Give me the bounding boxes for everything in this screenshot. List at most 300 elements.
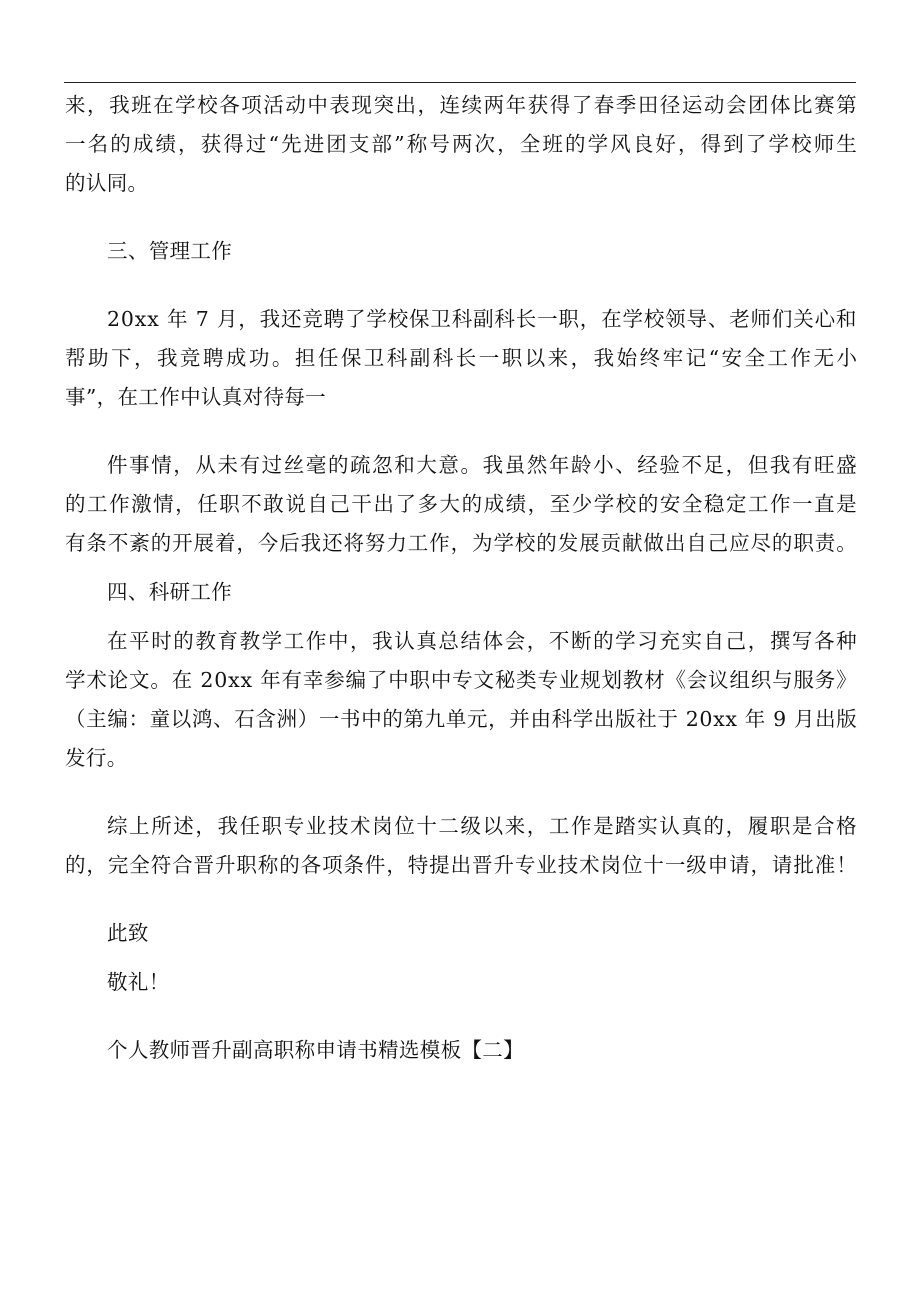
text-glyph: 请 xyxy=(729,853,750,877)
text-glyph: x xyxy=(228,668,240,692)
text-glyph: 全 xyxy=(744,346,766,370)
text-glyph: 业 xyxy=(536,853,557,877)
text-glyph: 的 xyxy=(536,531,557,555)
text-glyph: 支 xyxy=(348,132,370,156)
text-glyph: 《 xyxy=(665,668,686,692)
text-glyph: 年 xyxy=(166,307,188,331)
text-glyph: 了 xyxy=(345,307,366,331)
text-glyph: 校 xyxy=(791,132,812,156)
text-glyph: 丝 xyxy=(283,453,305,477)
text-glyph: 专 xyxy=(514,853,536,877)
text-glyph: 职 xyxy=(793,531,814,555)
text-glyph: 件 xyxy=(364,853,386,877)
section-heading-management: 三、管理工作 xyxy=(107,239,233,263)
text-glyph: 我 xyxy=(109,93,130,117)
section-heading-research: 四、科研工作 xyxy=(107,580,233,604)
text-glyph: 己 xyxy=(329,492,350,516)
text-glyph: 导 xyxy=(686,307,708,331)
text-glyph: 十 xyxy=(643,853,664,877)
text-glyph: 多 xyxy=(417,492,438,516)
text-glyph: 充 xyxy=(659,629,680,653)
text-glyph: 风 xyxy=(610,132,631,156)
text-glyph: 验 xyxy=(659,453,680,477)
text-glyph: 技 xyxy=(327,814,349,838)
text-glyph: 班 xyxy=(542,132,563,156)
text-glyph: 还 xyxy=(322,531,343,555)
text-glyph: 总 xyxy=(438,629,459,653)
text-glyph: ， xyxy=(178,132,199,156)
text-glyph: 断 xyxy=(570,629,592,653)
text-glyph: 并 xyxy=(509,707,530,731)
text-glyph: 作 xyxy=(570,814,592,838)
text-glyph: 旺 xyxy=(814,453,835,477)
text-glyph: ， xyxy=(527,492,549,516)
text-glyph: 后 xyxy=(279,531,300,555)
text-glyph: 突 xyxy=(373,93,394,117)
text-glyph: 晋 xyxy=(193,853,215,877)
text-glyph: 含 xyxy=(255,707,276,731)
text-glyph: 称 xyxy=(257,853,279,877)
text-glyph: 提 xyxy=(429,853,450,877)
text-glyph: 校 xyxy=(197,93,218,117)
text-glyph: 一 xyxy=(478,346,500,370)
text-glyph: 从 xyxy=(195,453,216,477)
text-glyph: 大 xyxy=(416,453,437,477)
text-glyph: 十 xyxy=(416,814,437,838)
text-glyph: ， xyxy=(526,629,548,653)
text-glyph: 社 xyxy=(636,707,657,731)
paragraph-1-line-1 xyxy=(65,86,857,125)
text-glyph xyxy=(787,700,794,739)
text-glyph: 真 xyxy=(416,629,437,653)
text-glyph: 校 xyxy=(615,492,637,516)
text-glyph: 工 xyxy=(767,346,788,370)
text-glyph: 童 xyxy=(149,707,171,731)
text-glyph: 2 xyxy=(107,307,121,331)
text-glyph: 时 xyxy=(151,629,172,653)
text-glyph: ： xyxy=(128,707,149,731)
paragraph-5-line-2 xyxy=(65,846,857,885)
text-glyph: 季 xyxy=(615,93,637,117)
text-glyph: 、 xyxy=(707,307,729,331)
text-glyph: 自 xyxy=(686,531,707,555)
text-glyph: 业 xyxy=(305,814,327,838)
text-glyph: 的 xyxy=(461,492,483,516)
text-glyph: 得 xyxy=(700,132,722,156)
text-glyph: 踏 xyxy=(615,814,636,838)
text-glyph: 职 xyxy=(219,492,240,516)
text-glyph: 教 xyxy=(622,668,644,692)
text-glyph xyxy=(210,300,217,339)
text-glyph: 获 xyxy=(527,93,549,117)
text-glyph: 名 xyxy=(87,132,109,156)
text-glyph: 意 xyxy=(438,453,459,477)
text-glyph: 展 xyxy=(579,531,600,555)
text-glyph: 专 xyxy=(452,668,473,692)
text-glyph: 教 xyxy=(239,629,261,653)
text-glyph: 学 xyxy=(572,707,594,731)
text-glyph: ， xyxy=(386,853,407,877)
text-glyph: 到 xyxy=(723,132,744,156)
text-glyph: 两 xyxy=(451,132,473,156)
text-glyph: ， xyxy=(175,492,196,516)
text-glyph: 职 xyxy=(558,307,579,331)
text-glyph: 第 xyxy=(836,93,857,117)
text-glyph: 条 xyxy=(86,531,107,555)
text-glyph: 做 xyxy=(643,531,664,555)
text-glyph: 连 xyxy=(439,93,461,117)
text-glyph: 专 xyxy=(283,814,305,838)
text-glyph: 秘 xyxy=(494,668,516,692)
text-glyph: 编 xyxy=(345,668,367,692)
text-glyph: 上 xyxy=(129,814,150,838)
text-glyph: 二 xyxy=(438,814,459,838)
text-glyph: 不 xyxy=(241,492,262,516)
text-glyph: 中 xyxy=(361,707,382,731)
paragraph-3-line-1 xyxy=(107,446,857,485)
text-glyph: ， xyxy=(173,453,194,477)
text-glyph: 履 xyxy=(747,814,769,838)
text-glyph: 。 xyxy=(271,346,293,370)
text-glyph: 职 xyxy=(501,346,523,370)
text-glyph: 工 xyxy=(283,629,305,653)
text-glyph: 的 xyxy=(150,531,172,555)
text-glyph: 中 xyxy=(327,629,349,653)
text-glyph: x xyxy=(134,307,147,331)
text-glyph: 晋 xyxy=(472,853,493,877)
text-glyph: 级 xyxy=(686,853,707,877)
text-glyph: ， xyxy=(488,707,509,731)
text-glyph: 服 xyxy=(793,668,814,692)
text-glyph: 己 xyxy=(707,531,729,555)
text-glyph: ， xyxy=(750,853,771,877)
text-glyph: 准 xyxy=(814,853,836,877)
text-glyph: 平 xyxy=(129,629,150,653)
text-glyph: 年 xyxy=(505,93,527,117)
text-glyph: 长 xyxy=(455,346,477,370)
text-glyph: 参 xyxy=(324,668,345,692)
text-glyph: 在 xyxy=(107,629,128,653)
text-glyph: 和 xyxy=(394,453,415,477)
text-glyph: 活 xyxy=(263,93,284,117)
text-glyph: 绩 xyxy=(155,132,176,156)
text-glyph: 们 xyxy=(771,307,793,331)
text-glyph: （ xyxy=(65,707,86,731)
text-glyph: 号 xyxy=(429,132,450,156)
text-glyph: 各 xyxy=(814,629,835,653)
text-glyph: 作 xyxy=(790,346,811,370)
text-glyph: 种 xyxy=(836,629,857,653)
text-glyph: 以 xyxy=(524,346,546,370)
text-glyph: 出 xyxy=(450,853,472,877)
text-glyph: 》 xyxy=(836,668,857,692)
paragraph-4-line-1 xyxy=(107,622,857,661)
text-glyph: 功 xyxy=(248,346,270,370)
text-glyph: 续 xyxy=(461,93,483,117)
text-glyph: 会 xyxy=(725,93,747,117)
text-glyph: 不 xyxy=(681,453,702,477)
text-glyph: 出 xyxy=(373,492,394,516)
text-glyph: 来 xyxy=(504,814,526,838)
text-glyph: 会 xyxy=(686,668,708,692)
text-glyph: ， xyxy=(417,93,438,117)
text-glyph: 符 xyxy=(150,853,172,877)
text-glyph: ， xyxy=(678,132,699,156)
text-glyph: 0 xyxy=(120,307,134,331)
text-glyph: ！ xyxy=(836,853,857,877)
text-glyph: 情 xyxy=(153,492,174,516)
text-glyph: 2 xyxy=(200,668,214,692)
text-glyph: 认 xyxy=(394,629,415,653)
text-glyph: 划 xyxy=(601,668,622,692)
text-glyph: 织 xyxy=(750,668,772,692)
text-glyph: 真 xyxy=(681,814,702,838)
text-glyph: 一 xyxy=(537,307,558,331)
text-glyph: 完 xyxy=(107,853,129,877)
text-glyph: 为 xyxy=(472,531,493,555)
text-glyph: 一 xyxy=(664,853,686,877)
text-glyph: 次 xyxy=(474,132,496,156)
text-glyph: ， xyxy=(350,629,371,653)
text-glyph: 。 xyxy=(836,531,857,555)
text-glyph: 鸿 xyxy=(191,707,213,731)
text-glyph: ， xyxy=(450,531,472,555)
text-glyph: 保 xyxy=(409,307,430,331)
text-glyph: 0 xyxy=(214,668,228,692)
text-glyph: 了 xyxy=(571,93,593,117)
text-glyph: 年 xyxy=(744,707,766,731)
text-glyph: 老 xyxy=(729,307,750,331)
text-glyph: 副 xyxy=(473,307,494,331)
text-glyph: 我 xyxy=(156,346,178,370)
text-glyph: 疏 xyxy=(350,453,371,477)
text-glyph: ， xyxy=(725,814,747,838)
text-glyph: 将 xyxy=(343,531,364,555)
text-glyph: 工 xyxy=(548,814,570,838)
text-glyph: 出 xyxy=(593,707,615,731)
text-glyph: 以 xyxy=(482,814,504,838)
paragraph-2-line-1 xyxy=(107,300,857,339)
text-glyph: 比 xyxy=(792,93,813,117)
text-glyph: x xyxy=(725,707,737,731)
text-glyph: 一 xyxy=(318,707,340,731)
text-glyph: 己 xyxy=(725,629,747,653)
text-glyph: 年 xyxy=(548,453,570,477)
text-glyph: 干 xyxy=(351,492,372,516)
text-glyph: 发 xyxy=(557,531,579,555)
text-glyph: 献 xyxy=(621,531,643,555)
text-glyph: 我 xyxy=(300,531,322,555)
text-glyph: 全 xyxy=(519,132,541,156)
text-glyph: 各 xyxy=(300,853,322,877)
text-glyph: 有 xyxy=(239,453,261,477)
text-glyph: 体 xyxy=(482,629,504,653)
text-glyph: 作 xyxy=(770,492,791,516)
paragraph-2-line-2 xyxy=(65,339,857,378)
text-glyph: 科 xyxy=(551,707,573,731)
text-glyph: 展 xyxy=(193,531,215,555)
text-glyph: 尽 xyxy=(750,531,771,555)
text-glyph: 石 xyxy=(234,707,255,731)
text-glyph: 自 xyxy=(307,492,328,516)
text-glyph: 一 xyxy=(792,492,813,516)
text-glyph: 专 xyxy=(537,668,558,692)
text-glyph: 安 xyxy=(721,346,743,370)
text-glyph: 、 xyxy=(615,453,636,477)
text-glyph: 是 xyxy=(791,814,813,838)
text-glyph: 0 xyxy=(699,707,713,731)
text-glyph xyxy=(679,700,686,739)
text-glyph: 先 xyxy=(281,132,302,156)
text-glyph: 是 xyxy=(836,492,857,516)
text-glyph: 动 xyxy=(703,93,725,117)
text-glyph: ” xyxy=(394,132,405,156)
text-glyph: 第 xyxy=(403,707,424,731)
text-glyph: 位 xyxy=(394,814,415,838)
text-glyph: 运 xyxy=(681,93,703,117)
text-glyph: 忽 xyxy=(372,453,393,477)
text-glyph: 学 xyxy=(261,629,283,653)
text-glyph: 虽 xyxy=(504,453,526,477)
text-glyph: 科 xyxy=(432,346,454,370)
text-glyph: 中 xyxy=(307,93,328,117)
text-glyph: 业 xyxy=(558,668,580,692)
text-glyph: 我 xyxy=(593,346,615,370)
text-glyph: ， xyxy=(497,132,518,156)
text-glyph: 学 xyxy=(175,93,196,117)
text-glyph: 助 xyxy=(87,346,109,370)
text-glyph: 育 xyxy=(217,629,238,653)
text-glyph: 职 xyxy=(236,853,257,877)
salutation-jing-li: 敬礼！ xyxy=(107,970,170,994)
text-glyph: 实 xyxy=(637,814,658,838)
text-glyph: 条 xyxy=(343,853,364,877)
text-glyph: 与 xyxy=(772,668,793,692)
text-glyph: 责 xyxy=(814,531,836,555)
text-glyph: 关 xyxy=(793,307,814,331)
text-glyph: 事 xyxy=(129,453,150,477)
text-glyph: 升 xyxy=(493,853,514,877)
text-glyph: 学 xyxy=(65,668,86,692)
text-glyph xyxy=(766,700,773,739)
text-glyph xyxy=(193,661,200,700)
text-glyph: x xyxy=(147,307,159,331)
text-glyph: 一 xyxy=(65,132,86,156)
text-glyph: ， xyxy=(87,93,108,117)
text-glyph: 贡 xyxy=(600,531,622,555)
text-glyph: 申 xyxy=(707,853,729,877)
text-glyph: 的 xyxy=(279,853,300,877)
text-glyph xyxy=(738,700,745,739)
text-glyph: 项 xyxy=(241,93,262,117)
text-glyph: 卫 xyxy=(430,307,451,331)
text-glyph: 努 xyxy=(364,531,386,555)
text-glyph: 心 xyxy=(814,307,836,331)
text-glyph: 来 xyxy=(65,93,86,117)
text-glyph: 但 xyxy=(747,453,769,477)
text-glyph: 校 xyxy=(514,531,536,555)
text-glyph: 的 xyxy=(327,453,349,477)
text-glyph: 获 xyxy=(200,132,222,156)
text-glyph: 了 xyxy=(366,668,388,692)
text-glyph: 类 xyxy=(516,668,537,692)
text-glyph: 合 xyxy=(814,814,835,838)
text-glyph: 9 xyxy=(773,707,787,731)
paragraph-4-line-4: 发行。 xyxy=(65,746,128,770)
text-glyph: 的 xyxy=(637,492,659,516)
text-glyph: 项 xyxy=(322,853,343,877)
text-glyph: 成 xyxy=(132,132,154,156)
text-glyph: 洲 xyxy=(276,707,298,731)
text-glyph: 聘 xyxy=(323,307,345,331)
text-glyph: 所 xyxy=(151,814,172,838)
text-glyph: 单 xyxy=(445,707,467,731)
text-glyph: 然 xyxy=(526,453,548,477)
text-glyph: 幸 xyxy=(302,668,324,692)
text-glyph: 过 xyxy=(261,453,283,477)
text-glyph: 文 xyxy=(473,668,494,692)
text-glyph: 保 xyxy=(340,346,362,370)
text-glyph: 过 xyxy=(245,132,267,156)
text-glyph: 赛 xyxy=(814,93,835,117)
text-glyph: 经 xyxy=(637,453,658,477)
text-glyph: 牢 xyxy=(662,346,684,370)
text-glyph: 小 xyxy=(836,346,857,370)
text-glyph: ， xyxy=(133,346,155,370)
text-glyph: 。 xyxy=(460,453,481,477)
text-glyph: 月 xyxy=(216,307,238,331)
text-glyph: 盛 xyxy=(836,453,857,477)
text-glyph: 说 xyxy=(285,492,306,516)
text-glyph: 担 xyxy=(294,346,316,370)
text-glyph: 学 xyxy=(615,629,636,653)
text-glyph: 撰 xyxy=(769,629,791,653)
text-glyph: 有 xyxy=(281,668,303,692)
text-glyph: 我 xyxy=(259,307,281,331)
text-glyph: 技 xyxy=(557,853,579,877)
text-glyph: 春 xyxy=(593,93,615,117)
text-glyph: 职 xyxy=(409,668,431,692)
text-glyph: 绩 xyxy=(505,492,527,516)
text-glyph: 紊 xyxy=(129,531,150,555)
text-glyph: 科 xyxy=(386,346,408,370)
text-glyph: 书 xyxy=(340,707,361,731)
text-glyph: 由 xyxy=(530,707,551,731)
text-glyph: 成 xyxy=(483,492,505,516)
text-glyph: 今 xyxy=(257,531,279,555)
text-glyph: 在 xyxy=(153,93,174,117)
text-glyph: 力 xyxy=(386,531,407,555)
text-glyph: 升 xyxy=(214,853,236,877)
text-glyph: 的 xyxy=(593,629,614,653)
text-glyph: 写 xyxy=(791,629,813,653)
text-glyph: ， xyxy=(195,814,216,838)
text-glyph: 元 xyxy=(466,707,488,731)
text-glyph: 学 xyxy=(593,492,615,516)
text-glyph: 两 xyxy=(483,93,505,117)
text-glyph: 生 xyxy=(836,132,857,156)
text-glyph: 了 xyxy=(745,132,767,156)
text-glyph: 务 xyxy=(814,668,836,692)
text-glyph: 和 xyxy=(835,307,857,331)
text-glyph: 、 xyxy=(213,707,234,731)
text-glyph: 规 xyxy=(580,668,601,692)
text-glyph: 论 xyxy=(107,668,129,692)
text-glyph: 至 xyxy=(549,492,571,516)
text-glyph: 开 xyxy=(172,531,193,555)
paragraph-5-line-1 xyxy=(107,807,857,846)
text-glyph: ） xyxy=(297,707,319,731)
